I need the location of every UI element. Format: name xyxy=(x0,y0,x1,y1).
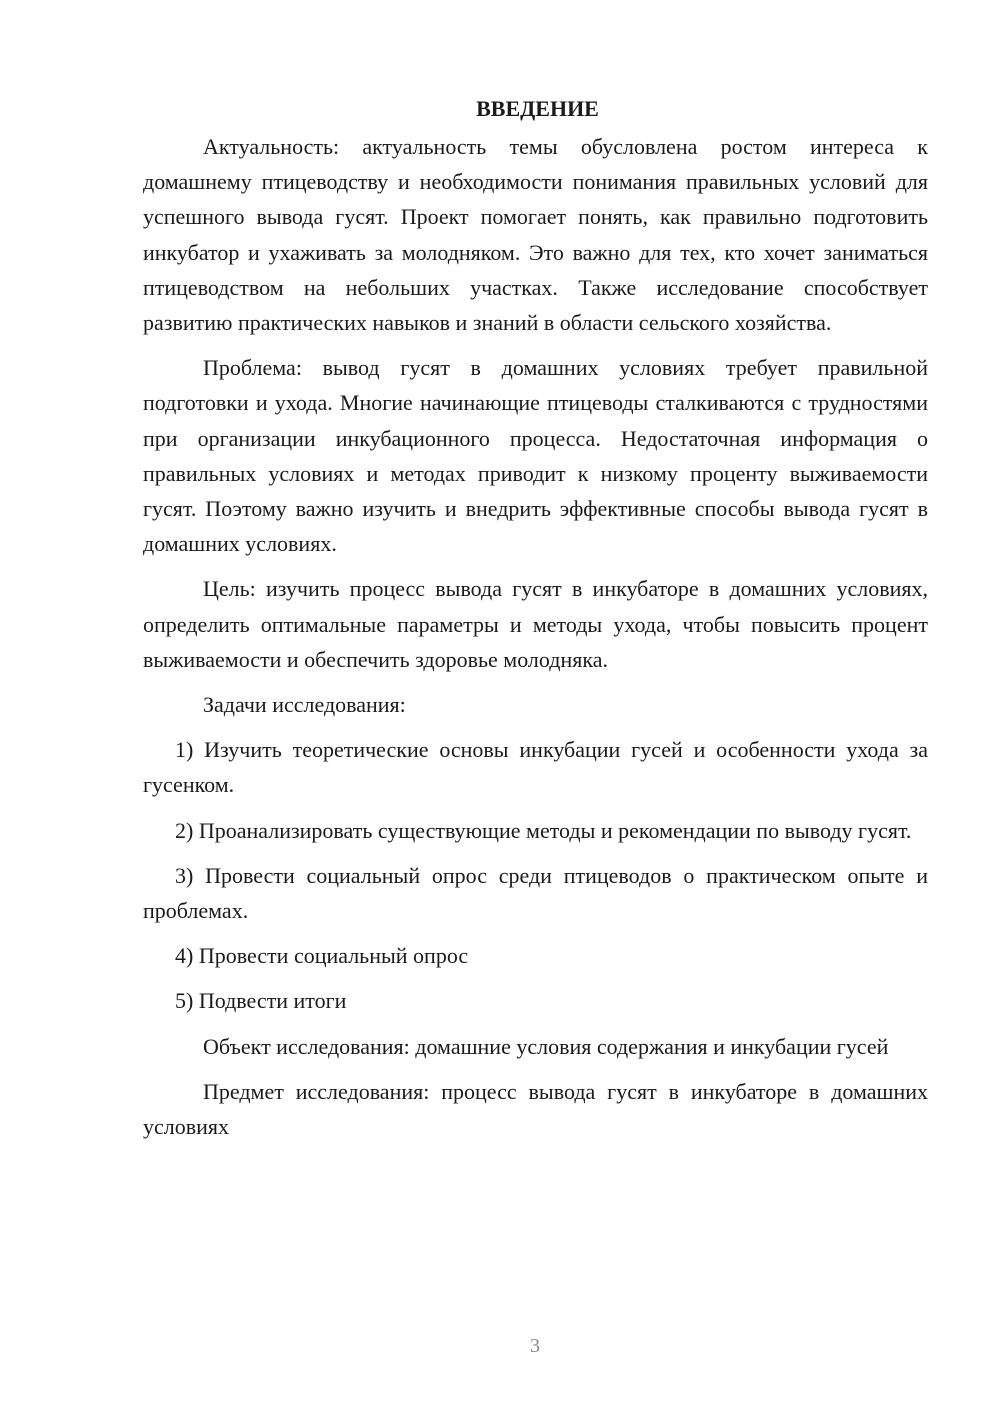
task-item-5: 5) Подвести итоги xyxy=(175,988,347,1014)
task-item-4: 4) Провести социальный опрос xyxy=(175,943,469,969)
page-number: 3 xyxy=(530,1335,540,1357)
tasks-heading: Задачи исследования: xyxy=(203,692,406,718)
task-item-2: 2) Проанализировать существующие методы и рекомендации по выводу гусят. xyxy=(175,817,912,843)
paragraph-object: Объект исследования: домашние условия содержания и инкубации гусей xyxy=(203,1033,889,1059)
task-item-3: 3) Провести социальный опрос среди птицеводов о практическом опыте и проблемах. xyxy=(143,862,928,924)
page-title: ВВЕДЕНИЕ xyxy=(476,96,599,121)
page-content xyxy=(143,94,928,1144)
paragraph-subject: Предмет исследования: процесс вывода гусят в инкубаторе в домашних условиях xyxy=(143,1078,928,1140)
task-list xyxy=(143,732,928,1018)
paragraph-relevance: Актуальность: актуальность темы обусловлена ростом интереса к домашнему птицеводству и необходимости понимания правильных условий для успешного вывода гусят. Проект помогает понять, как правильно подготовить инкубатор и ухаживать за молодняком. Это важно для тех, кто хочет заниматься птицеводством на небольших участках. Также исследование способствует развитию практических навыков и знаний в области сельского хозяйства. xyxy=(143,134,928,336)
paragraph-problem: Проблема: вывод гусят в домашних условиях требует правильной подготовки и ухода. Многие начинающие птицеводы сталкиваются с трудностями при организации инкубационного процесса. Недостаточная информация о правильных условиях и методах приводит к низкому проценту выживаемости гусят. Поэтому важно изучить и внедрить эффективные способы вывода гусят в домашних условиях. xyxy=(143,355,928,557)
paragraph-goal: Цель: изучить процесс вывода гусят в инкубаторе в домашних условиях, определить оптимальные параметры и методы ухода, чтобы повысить процент выживаемости и обеспечить здоровье молодняка. xyxy=(143,576,928,672)
task-item-1: 1) Изучить теоретические основы инкубации гусей и особенности ухода за гусенком. xyxy=(143,737,928,798)
